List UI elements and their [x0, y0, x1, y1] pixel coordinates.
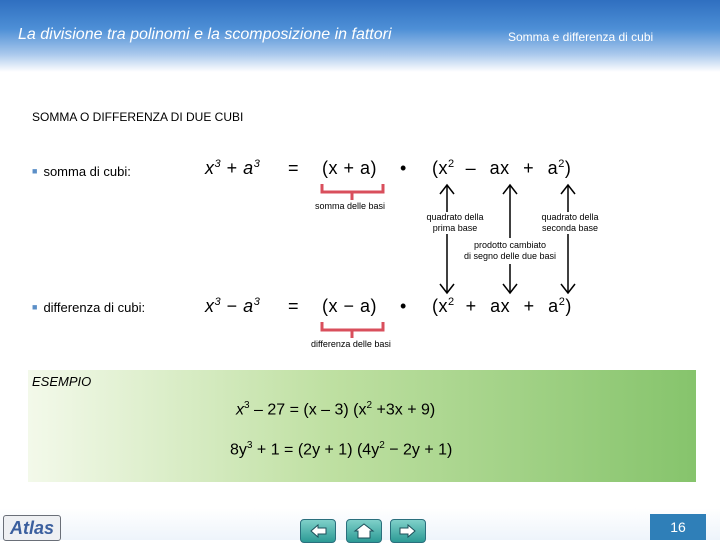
sum-brace	[322, 184, 383, 200]
arrow-square-second-down	[561, 234, 575, 293]
sum-dot: •	[400, 158, 407, 178]
atlas-logo: Atlas	[3, 515, 61, 541]
example-label: ESEMPIO	[32, 374, 92, 389]
bullet-icon: ■	[32, 302, 38, 312]
example-equation-2: $8y^3 + 1 = (2y + 1) (4y^2 - 2y + 1)$	[230, 440, 453, 459]
diff-bullet-label: differenza di cubi:	[43, 300, 146, 315]
diff-dot: •	[400, 296, 407, 316]
home-button[interactable]	[346, 519, 382, 543]
slide-title: La divisione tra polinomi e la scomposizione in fattori	[18, 26, 392, 43]
annotation-square-second: quadrato della seconda base	[541, 212, 599, 233]
diff-equals: =	[288, 296, 300, 316]
arrow-product-up	[503, 185, 517, 238]
diff-factor2: ($x^2$ + ax + $a^2$)	[432, 296, 572, 316]
previous-button[interactable]	[300, 519, 336, 543]
annotation-product: prodotto cambiato di segno delle due basi	[463, 240, 557, 261]
arrow-right-icon	[391, 520, 425, 542]
arrow-left-icon	[301, 520, 335, 542]
bullet-icon: ■	[32, 166, 38, 176]
diff-brace	[322, 322, 383, 338]
arrow-square-first	[440, 185, 454, 212]
arrow-square-first-down	[440, 234, 454, 293]
sum-bullet-label: somma di cubi:	[43, 164, 131, 179]
diff-brace-label: differenza delle basi	[311, 339, 391, 349]
sum-factor2: ($x^2$ – ax + $a^2$)	[432, 158, 572, 178]
example-equation-1: $x^3 - 27 = (x - 3)$ $(x^2 +3x + 9)$	[236, 400, 436, 419]
diff-lhs: $x^3 - a^3$	[205, 296, 261, 316]
arrow-product-down	[503, 264, 517, 293]
home-icon	[347, 520, 381, 542]
sum-lhs: $x^3 + a^3$	[205, 158, 261, 178]
slide-subtitle: Somma e differenza di cubi	[508, 30, 654, 44]
example-box	[28, 370, 696, 482]
sum-equals: =	[288, 158, 300, 178]
annotation-square-first: quadrato della prima base	[426, 212, 484, 233]
sum-factor1: (x + a)	[322, 158, 378, 178]
sum-brace-label: somma delle basi	[314, 201, 386, 211]
next-button[interactable]	[390, 519, 426, 543]
diff-factor1: (x − a)	[322, 296, 378, 316]
arrow-square-second	[561, 185, 575, 212]
section-title: SOMMA O DIFFERENZA DI DUE CUBI	[32, 110, 244, 124]
page-number: 16	[650, 514, 706, 540]
